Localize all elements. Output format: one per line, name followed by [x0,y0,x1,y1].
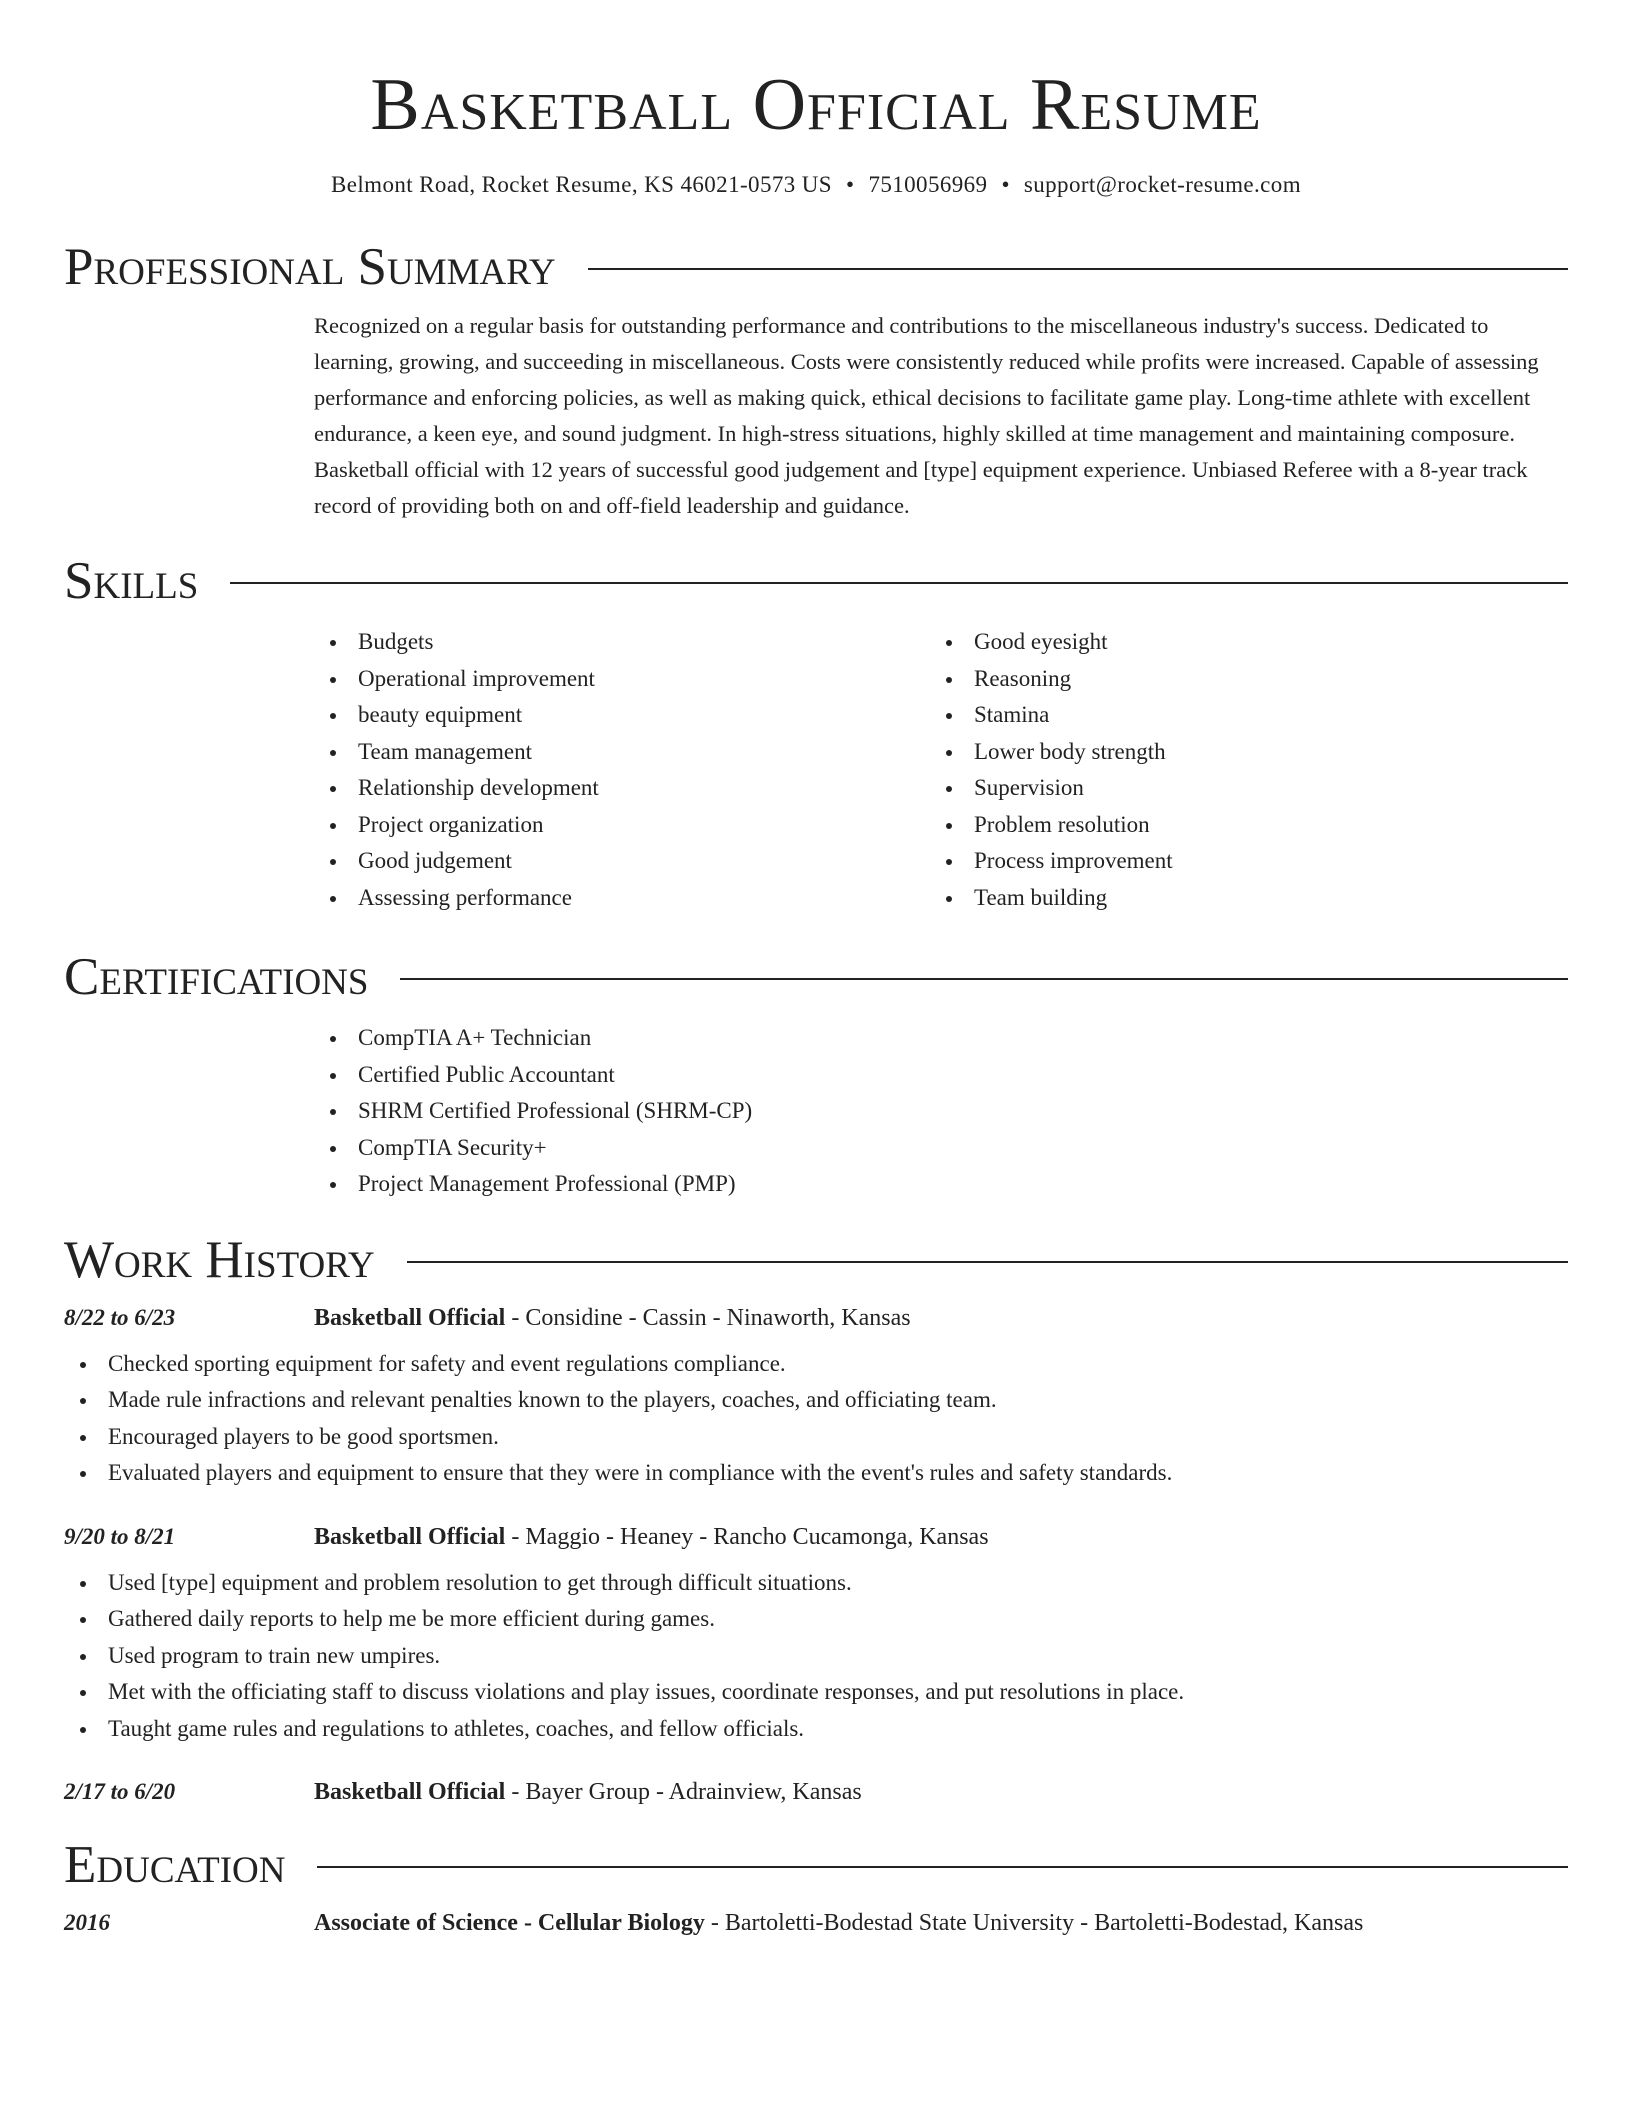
skill-item: Project organization [314,807,930,844]
certification-item: SHRM Certified Professional (SHRM-CP) [314,1093,1568,1130]
certifications-list [314,1020,1568,1203]
skill-item: beauty equipment [314,697,930,734]
certifications-body [314,1020,1568,1203]
job-title [314,1524,989,1551]
certification-item: CompTIA A+ Technician [314,1020,1568,1057]
job-bullet: Made rule infractions and relevant penalties known to the players, coaches, and officiating team. [64,1382,1568,1419]
contact-email: support@rocket-resume.com [1023,172,1301,197]
resume-title: Basketball Official Resume [370,64,1262,146]
job-title [314,1305,911,1332]
job-bullet: Used program to train new umpires. [64,1638,1568,1675]
summary-section-title: Professional Summary [64,238,556,296]
contact-line [64,172,1568,198]
skill-item: Budgets [314,624,930,661]
job-bullet: Checked sporting equipment for safety and event regulations compliance. [64,1346,1568,1383]
work-section-header [64,1229,1568,1291]
job-role: Basketball Official [314,1523,506,1550]
certification-item: CompTIA Security+ [314,1130,1568,1167]
certification-item: Project Management Professional (PMP) [314,1166,1568,1203]
skill-item: Lower body strength [930,734,1546,771]
job-role: Basketball Official [314,1779,506,1805]
section-divider [230,582,1568,584]
education-entry [64,1910,1568,1937]
job-header [64,1779,1568,1806]
skill-item: Operational improvement [314,661,930,698]
skill-item: Team management [314,734,930,771]
job-entry [64,1305,1568,1492]
education-header [64,1910,1568,1937]
job-bullet: Evaluated players and equipment to ensure that they were in compliance with the event's rules and safety standards. [64,1455,1568,1492]
job-bullet: Gathered daily reports to help me be more efficient during games. [64,1601,1568,1638]
section-divider [317,1866,1568,1868]
job-bullets [64,1346,1568,1492]
skill-item: Team building [930,880,1546,917]
job-dates: 2/17 to 6/20 [64,1779,176,1804]
skill-item: Problem resolution [930,807,1546,844]
summary-body [314,308,1568,524]
section-divider [407,1261,1568,1263]
education-degree: Associate of Science - Cellular Biology [314,1910,705,1936]
job-role: Basketball Official [314,1304,506,1331]
skills-left-column [314,624,930,916]
skill-item: Reasoning [930,661,1546,698]
certifications-section-header [64,946,1568,1008]
job-header [64,1524,1568,1551]
job-title [314,1779,862,1806]
job-entry [64,1779,1568,1806]
contact-separator: • [846,172,855,197]
education-section-title: Education [64,1836,286,1894]
certifications-section-title: Certifications [64,948,369,1006]
job-bullets [64,1565,1568,1748]
education-year: 2016 [64,1910,110,1935]
skills-right-column [930,624,1546,916]
section-divider [400,978,1568,980]
skill-item: Stamina [930,697,1546,734]
education-section-header [64,1834,1568,1896]
job-details: - Maggio - Heaney - Rancho Cucamonga, Kansas [505,1523,989,1550]
summary-text: Recognized on a regular basis for outstanding performance and contributions to the miscellaneous industry's success. Dedicated to learning, growing, and succeeding in miscellaneous. Costs were consistently reduced while profits were increased. Capable of assessing performance and enforcing policies, as well as making quick, ethical decisions to facilitate game play. Long-time athlete with excellent endurance, a keen eye, and sound judgment. In high-stress situations, highly skilled at time management and maintaining composure. Basketball official with 12 years of successful good judgement and [type] equipment experience. Unbiased Referee with a 8-year track record of providing both on and off-field leadership and guidance. [314,313,1539,518]
resume-page [64,0,1568,1937]
skill-item: Assessing performance [314,880,930,917]
skills-section-title: Skills [64,552,199,610]
job-entry [64,1524,1568,1748]
education-title [314,1910,1363,1937]
contact-address: Belmont Road, Rocket Resume, KS 46021-0573 US [331,172,832,197]
skills-list [314,624,1568,916]
job-dates: 8/22 to 6/23 [64,1304,176,1330]
certification-item: Certified Public Accountant [314,1057,1568,1094]
job-bullet: Used [type] equipment and problem resolution to get through difficult situations. [64,1565,1568,1602]
job-bullet: Taught game rules and regulations to athletes, coaches, and fellow officials. [64,1711,1568,1748]
education-details: - Bartoletti-Bodestad State University - Bartoletti-Bodestad, Kansas [704,1910,1364,1936]
contact-separator: • [1001,172,1010,197]
summary-section-header [64,236,1568,298]
job-details: - Considine - Cassin - Ninaworth, Kansas [505,1304,911,1331]
section-divider [588,268,1568,270]
skill-item: Good judgement [314,843,930,880]
skill-item: Supervision [930,770,1546,807]
skill-item: Good eyesight [930,624,1546,661]
skills-section-header [64,550,1568,612]
skill-item: Relationship development [314,770,930,807]
job-header [64,1305,1568,1332]
job-bullet: Met with the officiating staff to discuss violations and play issues, coordinate responses, and put resolutions in place. [64,1674,1568,1711]
job-dates: 9/20 to 8/21 [64,1523,176,1549]
contact-phone: 7510056969 [868,172,988,197]
skill-item: Process improvement [930,843,1546,880]
job-bullet: Encouraged players to be good sportsmen. [64,1419,1568,1456]
job-details: - Bayer Group - Adrainview, Kansas [505,1779,862,1805]
work-section-title: Work History [64,1230,375,1289]
